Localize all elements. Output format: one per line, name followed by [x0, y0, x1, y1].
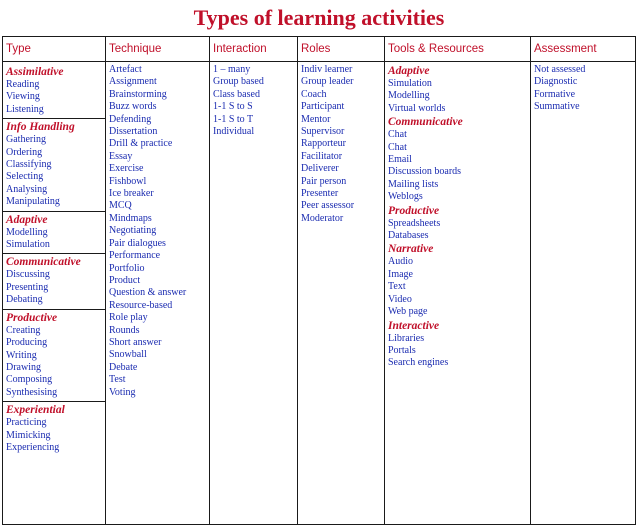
- interaction-item: 1-1 S to S: [213, 101, 253, 113]
- tool-group: [388, 115, 527, 203]
- role-item: Coach: [301, 88, 327, 100]
- tool-item: Virtual worlds: [388, 102, 446, 114]
- type-group-heading: Adaptive: [6, 213, 48, 226]
- tool-group-heading: Adaptive: [388, 65, 430, 77]
- role-item: Rapporteur: [301, 138, 346, 150]
- type-item: Listening: [6, 103, 44, 115]
- tool-item: Search engines: [388, 357, 449, 369]
- technique-item: Voting: [109, 386, 136, 398]
- technique-item: Negotiating: [109, 225, 157, 237]
- technique-item: Pair dialogues: [109, 237, 166, 249]
- header-row: [3, 37, 636, 62]
- technique-item: Artefact: [109, 64, 142, 75]
- type-column: [3, 62, 106, 525]
- assessment-item: Not assessed: [534, 64, 586, 75]
- technique-item: Dissertation: [109, 126, 158, 138]
- interaction-item: 1 – many: [213, 64, 251, 75]
- column-header-assessment: Assessment: [531, 37, 636, 62]
- tool-item: Modelling: [388, 90, 430, 102]
- type-item: Producing: [6, 337, 48, 349]
- role-item: Pair person: [301, 175, 347, 187]
- role-item: Indiv learner: [301, 64, 353, 75]
- body-row: [3, 62, 636, 525]
- technique-item: Buzz words: [109, 101, 157, 113]
- type-item: Experiencing: [6, 441, 60, 453]
- tool-item: Spreadsheets: [388, 217, 441, 229]
- tool-group-heading: Narrative: [388, 243, 434, 256]
- technique-item: Assignment: [109, 76, 157, 88]
- type-item: Presenting: [6, 281, 49, 293]
- assessment-item: Formative: [534, 88, 576, 100]
- type-item: Manipulating: [6, 196, 60, 208]
- type-group: [3, 310, 105, 402]
- learning-activities-table: [2, 36, 636, 525]
- technique-item: Drill & practice: [109, 138, 173, 150]
- column-header-type: Type: [3, 37, 106, 62]
- type-item: Simulation: [6, 239, 50, 251]
- type-item: Gathering: [6, 134, 46, 146]
- type-group-heading: Experiential: [6, 404, 65, 417]
- tool-group-heading: Productive: [388, 204, 440, 217]
- tool-group-heading: Interactive: [388, 319, 440, 332]
- type-item: Ordering: [6, 146, 43, 158]
- tool-group: [388, 204, 527, 243]
- type-group-heading: Info Handling: [6, 121, 75, 134]
- type-group: [3, 212, 105, 255]
- role-item: Presenter: [301, 188, 339, 200]
- tool-item: Email: [388, 154, 412, 166]
- type-group-heading: Communicative: [6, 256, 81, 269]
- type-item: Debating: [6, 294, 43, 306]
- assessment-column: [531, 62, 636, 525]
- type-item: Practicing: [6, 417, 47, 429]
- technique-item: Question & answer: [109, 287, 187, 299]
- tool-item: Chat: [388, 141, 407, 153]
- interaction-item: Class based: [213, 88, 260, 100]
- type-item: Writing: [6, 349, 37, 361]
- type-group: [3, 119, 105, 211]
- tool-item: Text: [388, 281, 406, 293]
- role-item: Supervisor: [301, 126, 345, 138]
- technique-item: Short answer: [109, 336, 162, 348]
- tool-item: Image: [388, 268, 413, 280]
- type-item: Viewing: [6, 91, 40, 103]
- tool-item: Databases: [388, 230, 429, 242]
- tool-item: Web page: [388, 306, 428, 318]
- technique-item: Product: [109, 274, 141, 286]
- type-group: [3, 254, 105, 309]
- technique-item: Test: [109, 374, 126, 386]
- tool-item: Discussion boards: [388, 166, 462, 178]
- technique-item: Rounds: [109, 324, 140, 336]
- type-item: Discussing: [6, 269, 50, 281]
- type-group-heading: Assimilative: [6, 66, 64, 78]
- tool-item: Simulation: [388, 78, 432, 89]
- role-item: Deliverer: [301, 163, 339, 175]
- type-item: Mimicking: [6, 429, 51, 441]
- technique-item: Debate: [109, 361, 138, 373]
- interaction-column: [210, 62, 298, 525]
- type-item: Creating: [6, 324, 41, 336]
- role-item: Facilitator: [301, 150, 343, 162]
- tool-item: Chat: [388, 129, 407, 141]
- page-title: Types of learning activities: [193, 5, 445, 30]
- tools-column: [385, 62, 531, 525]
- type-item: Synthesising: [6, 386, 58, 398]
- tool-group-heading: Communicative: [388, 116, 463, 129]
- tool-item: Libraries: [388, 332, 425, 344]
- type-group: [3, 402, 105, 456]
- tool-item: Video: [388, 293, 412, 305]
- technique-item: MCQ: [109, 200, 132, 212]
- assessment-item: Summative: [534, 101, 580, 113]
- technique-item: Resource-based: [109, 299, 173, 311]
- type-item: Composing: [6, 374, 53, 386]
- technique-item: Essay: [109, 150, 133, 162]
- tool-group: [388, 319, 527, 370]
- interaction-item: Group based: [213, 76, 264, 88]
- column-header-roles: Roles: [298, 37, 385, 62]
- column-header-tools: Tools & Resources: [385, 37, 531, 62]
- role-item: Participant: [301, 101, 345, 113]
- tool-item: Mailing lists: [388, 178, 439, 190]
- tool-item: Audio: [388, 256, 413, 268]
- tool-group: [388, 242, 527, 318]
- column-header-technique: Technique: [106, 37, 210, 62]
- tool-group: [388, 64, 527, 115]
- technique-item: Snowball: [109, 349, 147, 361]
- technique-item: Ice breaker: [109, 188, 154, 200]
- type-item: Analysing: [6, 183, 48, 195]
- technique-item: Mindmaps: [109, 212, 152, 224]
- technique-item: Role play: [109, 312, 148, 324]
- type-item: Reading: [6, 79, 40, 90]
- technique-column: [106, 62, 210, 525]
- role-item: Peer assessor: [301, 200, 355, 212]
- interaction-item: Individual: [213, 126, 255, 138]
- technique-item: Fishbowl: [109, 175, 147, 187]
- technique-item: Portfolio: [109, 262, 145, 274]
- assessment-item: Diagnostic: [534, 76, 578, 88]
- interaction-item: 1-1 S to T: [213, 113, 254, 125]
- tool-item: Weblogs: [388, 191, 423, 203]
- role-item: Moderator: [301, 212, 344, 224]
- type-group-heading: Productive: [6, 311, 58, 324]
- technique-item: Brainstorming: [109, 88, 167, 100]
- type-item: Classifying: [6, 159, 52, 171]
- type-group: [3, 64, 105, 119]
- type-item: Drawing: [6, 361, 41, 373]
- technique-item: Exercise: [109, 163, 144, 175]
- column-header-interaction: Interaction: [210, 37, 298, 62]
- type-item: Modelling: [6, 226, 48, 238]
- tool-item: Portals: [388, 344, 416, 356]
- role-item: Mentor: [301, 113, 331, 125]
- technique-item: Defending: [109, 113, 152, 125]
- role-item: Group leader: [301, 76, 354, 88]
- roles-column: [298, 62, 385, 525]
- type-item: Selecting: [6, 171, 44, 183]
- technique-item: Performance: [109, 250, 161, 262]
